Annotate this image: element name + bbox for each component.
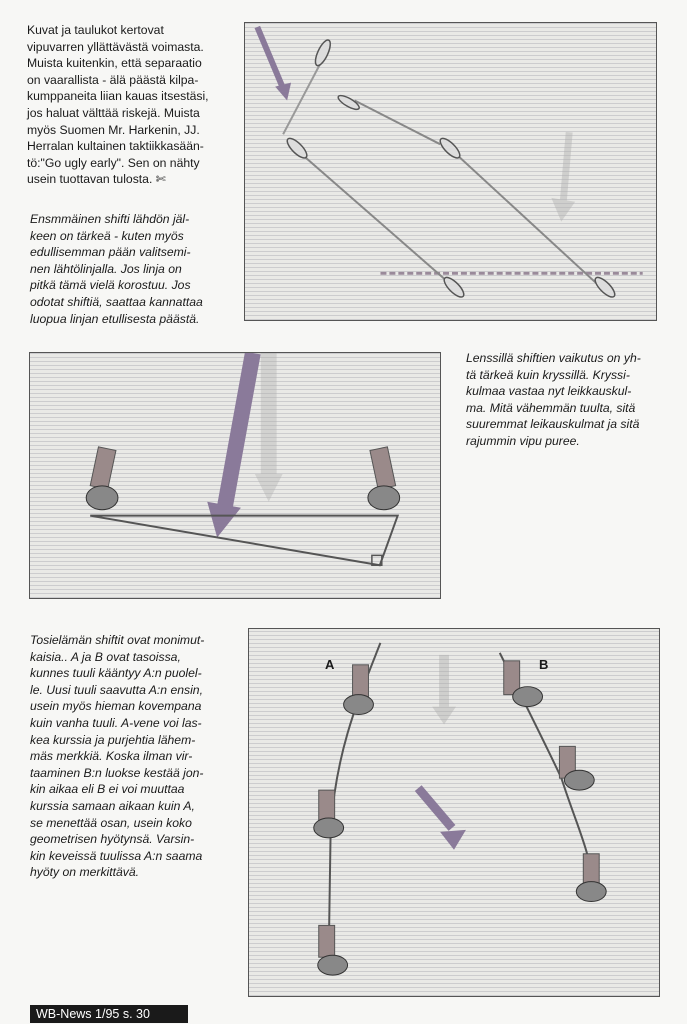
boats-a-b-drawing: [249, 629, 659, 996]
wind-arrow-icon: [257, 27, 291, 101]
diagram-downwind-shift: [29, 352, 441, 599]
course-line: [283, 59, 323, 134]
page-footer: WB-News 1/95 s. 30: [30, 1005, 188, 1023]
course-line: [454, 152, 605, 291]
diagram-boats-a-b: [248, 628, 660, 997]
faded-wind-arrow-icon: [432, 655, 456, 725]
wind-arrow-icon: [207, 353, 253, 537]
real-shift-text: Tosielämän shiftit ovat monimut- kaisia.. A ja B ovat tasoissa, kunnes tuuli kääntyy A:n puolel- le. Uusi tuuli saavutta A:n ensin, usein myös hieman kovempana kuin vanha tuuli. A-vene voi las- kea kurssia ja purjehtia lähem- mäs merkkiä. Koska ilman vir- taaminen B:n luokse kestää jon- kin aikaa eli B ei voi muuttaa kurssia samaan aikaan kuin A, se menettää osan, usein koko geometrisen hyötynsä. Varsin- kin keveissä tuulissa A:n saama hyöty on merkittävä.: [30, 633, 205, 880]
first-shift-text: Ensmmäinen shifti lähdön jäl- keen on tärkeä - kuten myös edullisemman pään valitsemi- nen lähtölinjalla. Jos linja on pitkä tämä vielä korostuu. Jos odotat shiftiä, saattaa kannattaa luopua linjan etullisesta päästä.: [30, 212, 203, 326]
diagram-upwind-shift: [244, 22, 657, 321]
upwind-shift-drawing: [245, 23, 656, 320]
course-line: [355, 100, 440, 144]
downwind-shift-drawing: [30, 353, 440, 598]
label-a: A: [325, 657, 335, 672]
course-line: [297, 150, 454, 287]
wind-arrow-icon: [418, 788, 466, 850]
faded-wind-arrow-icon: [255, 353, 283, 502]
course-triangle: [90, 516, 397, 566]
label-b: B: [539, 657, 549, 672]
intro-text: Kuvat ja taulukot kertovat vipuvarren yllättävästä voimasta. Muista kuitenkin, että separaatio on vaarallista - älä päästä kilpa- kumppaneita liian kauas itsestäsi, jos haluat välttää riskejä. Muista myös Suomen Mr. Harkenin, JJ. Herralan kultainen taktiikkasään- tö:"Go ugly early". Sen on nähty usein tuottavan tulosta. ✄: [27, 23, 209, 187]
boat-icons: [86, 447, 399, 510]
lens-text: Lenssillä shiftien vaikutus on yh- tä tärkeä kuin kryssillä. Kryssi- kulmaa vastaa nyt leikkauskul- ma. Mitä vähemmän tuulta, sitä suuremmat leikauskulmat ja sitä rajummin vipu puree.: [466, 351, 641, 448]
boat-icons: [314, 661, 606, 975]
faded-wind-arrow-icon: [551, 132, 575, 221]
